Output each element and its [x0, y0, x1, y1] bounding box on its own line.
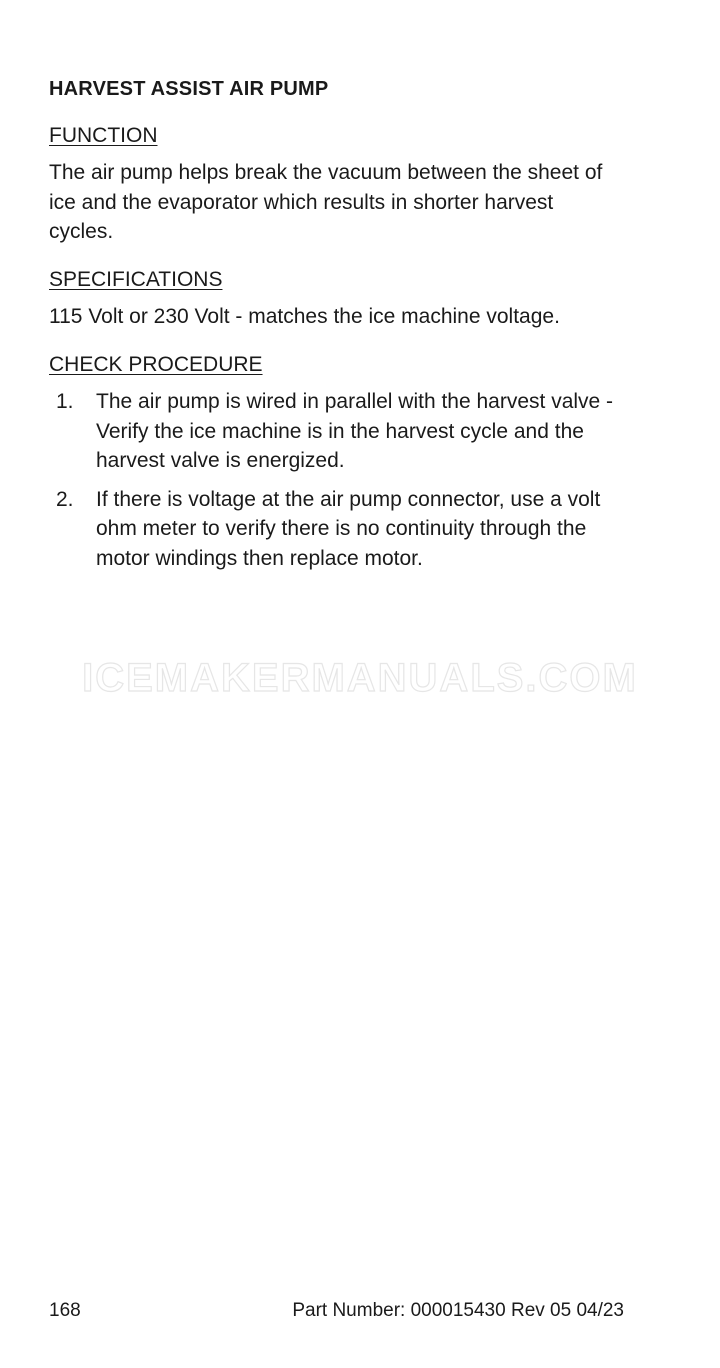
step-number: 2.: [56, 487, 74, 511]
step-text: The air pump is wired in parallel with the harvest valve - Verify the ice machine is in the harvest cycle and the harvest valve is energized.: [96, 390, 614, 472]
function-text: The air pump helps break the vacuum between the sheet of ice and the evaporator which results in shorter harvest cycles.: [49, 161, 603, 243]
list-item: [49, 387, 619, 476]
function-heading: FUNCTION: [49, 124, 158, 147]
check-procedure-list: [49, 387, 619, 582]
page-number: 168: [49, 1300, 81, 1321]
watermark: ICEMAKERMANUALS.COM: [82, 656, 638, 700]
list-item: [49, 485, 619, 574]
step-number: 1.: [56, 390, 74, 413]
specifications-heading: SPECIFICATIONS: [49, 268, 223, 291]
check-procedure-heading: CHECK PROCEDURE: [49, 353, 263, 376]
specifications-text: 115 Volt or 230 Volt - matches the ice machine voltage.: [49, 305, 560, 328]
step-text: If there is voltage at the air pump connector, use a volt ohm meter to verify there is no continuity through the motor windings then replace motor.: [96, 487, 601, 570]
part-number: Part Number: 000015430 Rev 05 04/23: [292, 1300, 624, 1321]
page-title: HARVEST ASSIST AIR PUMP: [49, 78, 329, 100]
